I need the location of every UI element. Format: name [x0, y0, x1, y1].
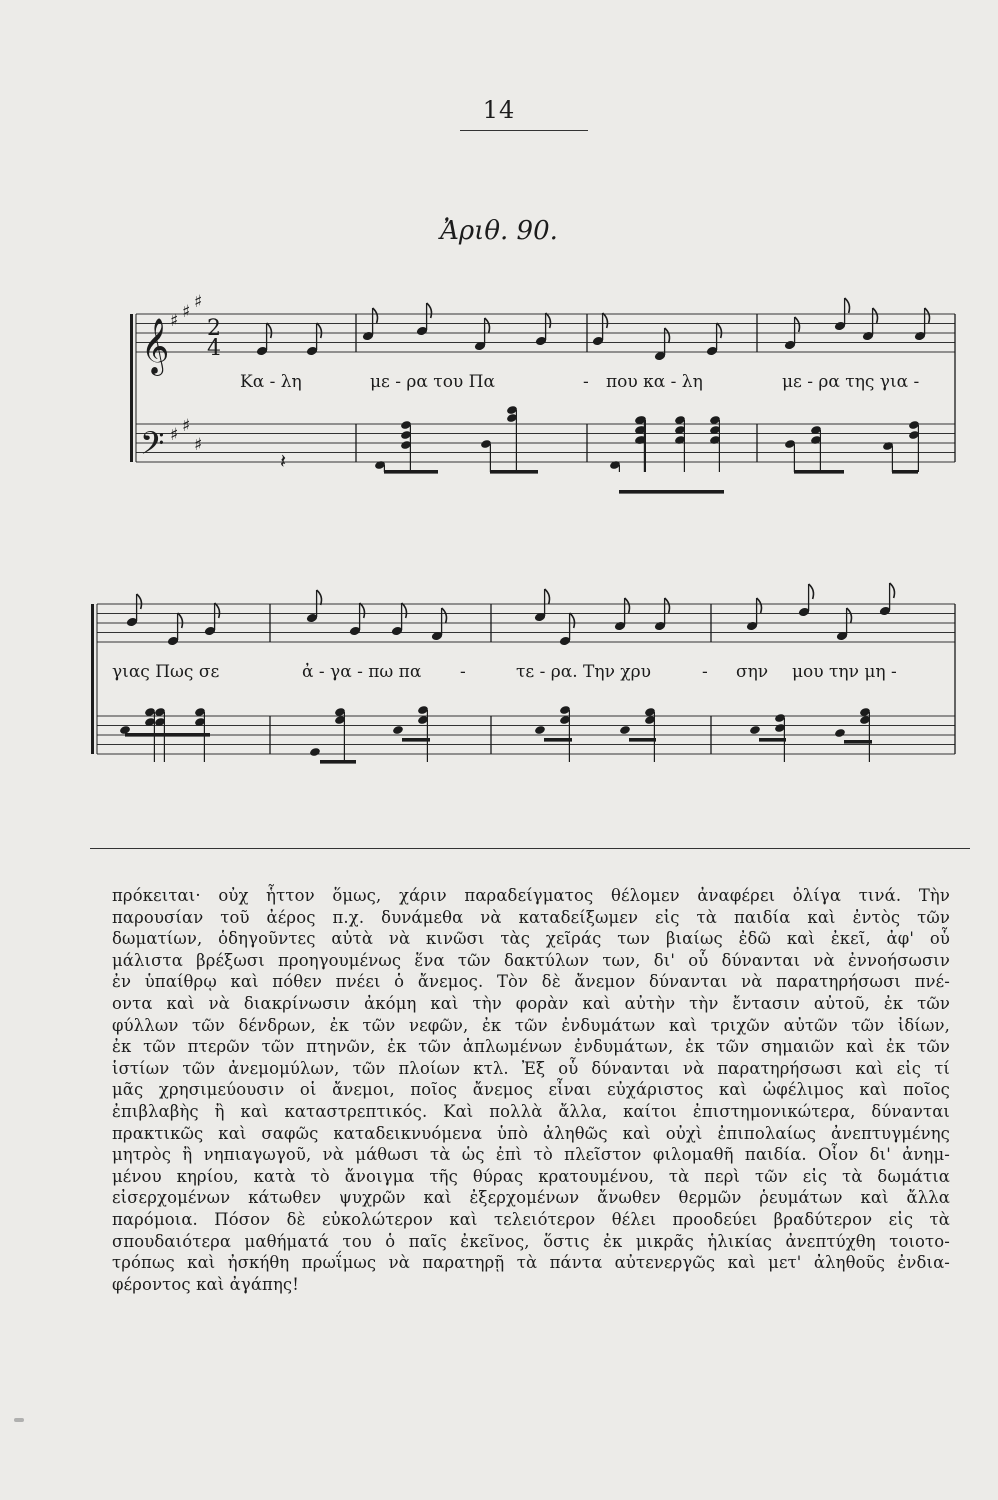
note-flag: [442, 608, 447, 623]
key-signature-sharp: ♯: [170, 311, 179, 331]
beam: [320, 760, 356, 764]
lyric-syllable: που κα - λη: [606, 372, 703, 392]
body-text-line: οντα καὶ νὰ διακρίνωσιν ἀκόμη καὶ τὴν φορὰν καὶ αὐτὴν τὴν ἔντασιν αὐτοῦ, ἐκ τῶν: [112, 993, 950, 1013]
lyric-syllable: -: [460, 662, 466, 682]
chord-note-head: [534, 725, 546, 735]
beam: [844, 740, 872, 744]
lyric-syllable: -: [702, 662, 708, 682]
bass-clef: 𝄢: [140, 425, 165, 469]
lyric-syllable: -: [583, 372, 589, 392]
beam: [619, 490, 724, 494]
note-flag: [717, 323, 722, 338]
chord-note-head: [392, 725, 404, 735]
body-text-line: ἐκ τῶν πτερῶν τῶν πτηνῶν, ἐκ τῶν ἁπλωμένων ἐνδυμάτων, ἐκ τῶν σημαιῶν καὶ ἐκ τῶν: [112, 1037, 950, 1057]
time-signature-top: 2: [207, 316, 221, 341]
lyric-syllable: σην: [736, 662, 769, 682]
lyric-syllable: γιας Πως σε: [112, 662, 220, 682]
note-flag: [795, 317, 800, 332]
beam: [629, 738, 656, 742]
beam: [794, 470, 844, 474]
beam: [384, 470, 438, 474]
score-system-2: [91, 583, 955, 764]
body-text-line: φέροντος καὶ ἀγάπης!: [112, 1274, 300, 1294]
beam: [490, 470, 538, 474]
body-text-line: ἐπιβλαβὴς ἢ καὶ καταστρεπτικός. Καὶ πολλὰ ἄλλα, καίτοι ἐπιστημονικώτερα, δύνανται: [112, 1101, 950, 1121]
key-signature-sharp: ♯: [182, 416, 191, 436]
beam: [402, 738, 430, 742]
lyric-syllable: ἀ - γα - πω πα: [302, 662, 422, 682]
body-text-line: μᾶς χρησιμεύουσιν οἱ ἄνεμοι, ποῖος ἄνεμος εἶναι εὐχάριστος καὶ ὠφέλιμος καὶ ποῖος: [112, 1080, 950, 1100]
lyric-syllable: με - ρα της για -: [782, 372, 920, 392]
body-text-line: παρουσίαν τοῦ ἀέρος π.χ. δυνάμεθα νὰ καταδείξωμεν εἰς τὰ παιδία καὶ ἐντὸς τῶν: [112, 907, 950, 927]
note-flag: [925, 308, 930, 323]
section-divider: [90, 848, 970, 849]
body-text-line: πρακτικῶς καὶ σαφῶς καταδεικνυόμενα ὑπὸ ἀληθῶς καὶ οὐχὶ ἐπιπολαίως ἀνεπτυγμένης: [112, 1123, 950, 1143]
body-text-line: τρόπως καὶ ἠσκήθη πρωΐμως νὰ παρατηρῇ τὰ πάντα αὐτενεργῶς καὶ μετ' ἀληθοῦς ἐνδια-: [112, 1253, 950, 1273]
body-text-line: δωματίων, ὁδηγοῦντες αὐτὰ νὰ κινῶσι τὰς χεῖράς των βιαίως ἐδῶ καὶ ἐκεῖ, ἀφ' οὗ: [112, 929, 950, 949]
note-flag: [873, 308, 878, 323]
note-flag: [665, 328, 670, 343]
note-flag: [317, 323, 322, 338]
note-flag: [570, 613, 575, 628]
note-flag: [845, 298, 850, 313]
note-flag: [360, 603, 365, 618]
note-flag: [215, 603, 220, 618]
lyric-syllable: με - ρα του Πα: [370, 372, 495, 392]
body-text-line: μένου κηρίου, κατὰ τὸ ἄνοιγμα τῆς θύρας κρατουμένου, τὰ περὶ τῶν εἰς τὰ δωμάτια: [112, 1166, 950, 1186]
note-flag: [485, 318, 490, 333]
key-signature-sharp: ♯: [194, 435, 203, 455]
beam: [544, 738, 572, 742]
chord-note-head: [619, 725, 631, 735]
note-flag: [665, 598, 670, 613]
system-bracket: [130, 314, 133, 462]
note-flag: [603, 313, 608, 328]
beam: [125, 733, 210, 737]
note-flag: [890, 583, 895, 598]
note-flag: [267, 323, 272, 338]
chord-note-head: [834, 728, 846, 738]
lyric-syllable: τε - ρα. Την χρυ: [516, 662, 651, 682]
note-flag: [137, 594, 142, 609]
key-signature-sharp: ♯: [194, 292, 203, 312]
score-system-1: [130, 292, 955, 494]
note-flag: [178, 613, 183, 628]
note-flag: [757, 598, 762, 613]
note-flag: [545, 589, 550, 604]
lyric-syllable: μου την μη -: [792, 662, 897, 682]
body-text-line: ἐν ὑπαίθρῳ καὶ πόθεν πνέει ὁ ἄνεμος. Τὸν δὲ ἄνεμον δύνανται νὰ παρατηρήσωσι πνέ-: [112, 972, 950, 992]
body-text-line: φύλλων τῶν δένδρων, ἐκ τῶν νεφῶν, ἐκ τῶν ἐνδυμάτων καὶ τριχῶν αὐτῶν τῶν ἰδίων,: [112, 1015, 950, 1035]
treble-clef: 𝄞: [141, 318, 170, 374]
body-text-line: πρόκειται· οὐχ ἧττον ὅμως, χάριν παραδείγματος θέλομεν ἀναφέρει ὀλίγα τινά. Τὴν: [112, 886, 950, 905]
note-flag: [317, 590, 322, 605]
note-flag: [546, 313, 551, 328]
note-flag: [373, 308, 378, 323]
lyric-syllable: Κα - λη: [240, 372, 302, 392]
note-flag: [847, 608, 852, 623]
quarter-rest: 𝄽: [280, 449, 287, 473]
body-text-line: μητρὸς ἢ νηπιαγωγοῦ, νὰ μάθωσι τὰ ὡς ἐπὶ τὸ πλεῖστον φιλομαθῆ παιδία. Οἷον δι' ἀνημ-: [112, 1145, 950, 1165]
body-text-line: σπουδαιότερα μαθήματά του ὁ παῖς ἐκεῖνος, ὅστις ἐκ μικρᾶς ἡλικίας ἀνεπτύχθη τοιοτο-: [112, 1231, 950, 1251]
body-text-line: μάλιστα βρέξωσι προηγουμένως ἕνα τῶν δακτύλων των, δι' οὗ δύνανται νὰ ἐννοήσωσιν: [112, 950, 950, 970]
body-text: [112, 885, 950, 1295]
body-text-line: εἰσερχομένων κάτωθεν ψυχρῶν καὶ ἐξερχομένων ἄνωθεν θερμῶν ῥευμάτων καὶ ἄλλα: [112, 1188, 950, 1208]
time-signature-bottom: 4: [207, 336, 221, 361]
key-signature-sharp: ♯: [182, 302, 191, 322]
note-flag: [402, 603, 407, 618]
system-bracket: [91, 604, 94, 754]
beam: [892, 470, 918, 474]
note-flag: [625, 598, 630, 613]
body-text-line: ἱστίων τῶν ἀνεμομύλων, τῶν πλοίων κτλ. Ἐξ οὗ δύνανται νὰ παρατηρήσωσι καὶ εἰς τί: [112, 1058, 950, 1078]
beam: [759, 738, 786, 742]
song-heading: Ἀριθ. 90.: [440, 216, 558, 246]
body-text-line: παρόμοια. Πόσον δὲ εὐκολώτερον καὶ τελειότερον θέλει προοδεύει βραδύτερον εἰς τὰ: [112, 1209, 950, 1229]
chord-note-head: [309, 747, 321, 757]
ink-smudge: [14, 1418, 24, 1422]
chord-note-head: [749, 725, 761, 735]
key-signature-sharp: ♯: [170, 425, 179, 445]
note-flag: [427, 303, 432, 318]
note-flag: [809, 584, 814, 599]
page-number: 14: [482, 96, 516, 124]
